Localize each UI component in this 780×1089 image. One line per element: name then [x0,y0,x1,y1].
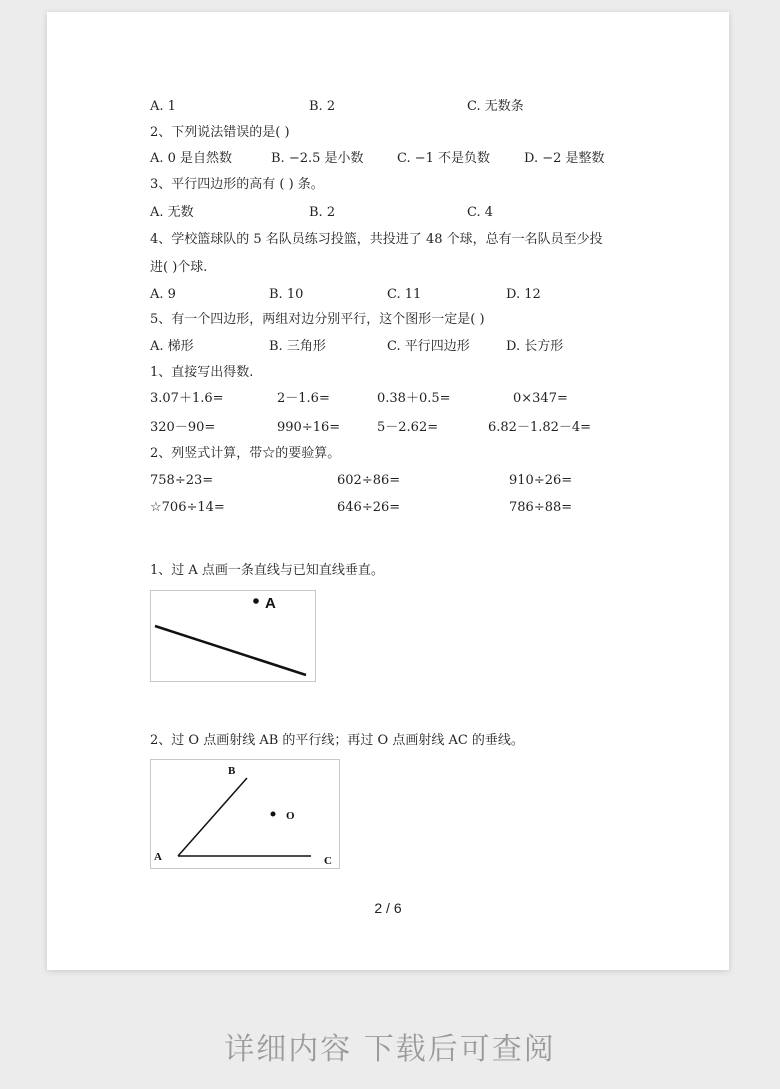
document-page [47,12,729,970]
calc1-item: 0×347= [513,391,568,406]
calc1-item: 5－2.62= [377,420,439,435]
figure-angle [150,759,340,869]
q5-option-d: D. 长方形 [506,339,564,354]
q2-option-d: D. −2 是整数 [524,151,605,166]
option-b: B. 2 [309,99,336,114]
q3-option-a: A. 无数 [150,205,194,220]
label-c: C [324,855,332,867]
option-a: A. 1 [150,99,176,114]
question-4-line2: 进( )个球. [150,260,208,275]
label-b: B [228,765,236,777]
question-5: 5、有一个四边形，两组对边分别平行，这个图形一定是( ) [150,312,485,327]
q4-option-c: C. 11 [387,287,422,302]
figure-line-with-point [150,590,316,682]
label-o: O [286,810,295,822]
ray-ab [178,778,247,856]
download-prompt[interactable]: 详细内容 下载后可查阅 [224,1032,556,1067]
given-line [155,626,306,675]
figure-line-svg [151,591,315,681]
option-c: C. 无数条 [467,99,524,114]
page-number: 2 / 6 [374,900,402,916]
draw1-title: 1、过 A 点画一条直线与已知直线垂直。 [150,563,384,578]
calc2-title: 2、列竖式计算，带☆的要验算。 [150,446,341,461]
calc1-item: 990÷16= [277,420,341,435]
q3-option-b: B. 2 [309,205,336,220]
point-o [271,812,276,817]
draw2-title: 2、过 O 点画射线 AB 的平行线；再过 O 点画射线 AC 的垂线。 [150,733,524,748]
calc2-item: 786÷88= [509,500,573,515]
calc1-title: 1、直接写出得数. [150,365,254,380]
q2-option-c: C. −1 不是负数 [397,151,491,166]
calc1-item: 6.82－1.82－4= [488,420,592,435]
calc2-item: 910÷26= [509,473,573,488]
q2-option-a: A. 0 是自然数 [150,151,233,166]
calc2-item: 602÷86= [337,473,401,488]
calc2-item: ☆706÷14= [150,500,225,515]
q5-option-b: B. 三角形 [269,339,326,354]
calc1-item: 3.07＋1.6= [150,391,224,406]
calc1-item: 2－1.6= [277,391,330,406]
figure-angle-svg [151,760,339,868]
calc2-item: 758÷23= [150,473,214,488]
question-3: 3、平行四边形的高有 ( ) 条。 [150,177,324,192]
q4-option-b: B. 10 [269,287,304,302]
q4-option-a: A. 9 [150,287,176,302]
q5-option-c: C. 平行四边形 [387,339,470,354]
q5-option-a: A. 梯形 [150,339,194,354]
question-4-line1: 4、学校篮球队的 5 名队员练习投篮，共投进了 48 个球，总有一名队员至少投 [150,232,603,247]
calc1-item: 0.38＋0.5= [377,391,451,406]
q3-option-c: C. 4 [467,205,494,220]
calc1-item: 320－90= [150,420,216,435]
q4-option-d: D. 12 [506,287,541,302]
calc2-item: 646÷26= [337,500,401,515]
q2-option-b: B. −2.5 是小数 [271,151,364,166]
label-a: A [154,851,162,863]
point-a [253,598,259,604]
point-a-label: A [265,595,276,612]
question-2: 2、下列说法错误的是( ) [150,125,290,140]
